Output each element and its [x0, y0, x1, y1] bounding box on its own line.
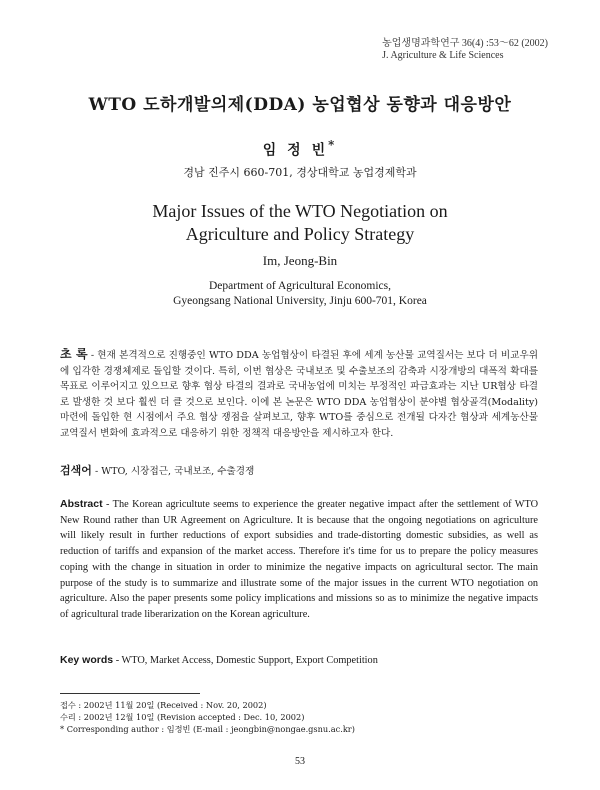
english-abstract-label: Abstract [60, 498, 103, 510]
footnotes [60, 699, 355, 736]
author-mark: * [328, 138, 338, 152]
footnote-rule [60, 693, 200, 694]
korean-keywords [60, 462, 254, 478]
korean-author [0, 138, 600, 160]
korean-abstract-text: - 현재 본격적으로 진행중인 WTO DDA 농업협상이 타결된 후에 세계 농산물 교역질서는 보다 더 비교우위에 입각한 경쟁체제로 돌입할 것이다. 특히, 이번 협상은 국내보조 및 수출보조의 감축과 시장개방의 대폭적 확대를 목표로 이루어지고 있으므로 향후 협상 타결의 결과로 국내농업에 미치는 부정적인 파급효과는 지난 UR협상 타결로 발생한 것 보다 훨씬 더 클 것으로 보인다. 이에 본 논문은 WTO DDA 농업협상이 분야별 협상골격(Modality)마련에 돌입한 현 시점에서 주요 협상 쟁점을 살펴보고, 향후 WTO를 중심으로 전개될 다자간 협상과 세계농산물 교역질서 변화에 효과적으로 대응하기 위한 정책적 대응방안을 제시하고자 한다. [60, 350, 538, 439]
english-abstract [60, 497, 538, 623]
journal-name: J. Agriculture & Life Sciences [382, 50, 504, 61]
english-affiliation [0, 279, 600, 309]
footnote-received: 접수 : 2002년 11월 20일 (Received : Nov. 20, 2002) [60, 700, 267, 710]
footnote-accepted: 수리 : 2002년 12월 10일 (Revision accepted : Dec. 10, 2002) [60, 712, 305, 723]
footnote-corresponding: * Corresponding author : 임정빈 (E-mail : jeongbin@nongae.gsnu.ac.kr) [60, 724, 355, 735]
korean-title: WTO 도하개발의제(DDA) 농업협상 동향과 대응방안 [88, 95, 512, 115]
korean-abstract [60, 347, 538, 442]
page-number: 53 [295, 756, 305, 767]
english-keywords-text: - WTO, Market Access, Domestic Support, Export Competition [115, 655, 378, 666]
korean-abstract-label: 초 록 [60, 347, 88, 361]
english-affil-line2: Gyeongsang National University, Jinju 600-701, Korea [173, 295, 427, 307]
english-author: Im, Jeong-Bin [262, 253, 338, 268]
english-affil-line1: Department of Agricultural Economics, [208, 280, 392, 292]
korean-keywords-label: 검색어 [60, 464, 92, 477]
english-title-line2: Agriculture and Policy Strategy [185, 224, 415, 244]
journal-header [382, 38, 548, 62]
journal-citation: 농업생명과학연구 36(4) :53～62 (2002) [382, 38, 548, 49]
english-keywords [60, 654, 378, 666]
english-keywords-label: Key words [60, 654, 114, 666]
english-title-line1: Major Issues of the WTO Negotiation on [152, 201, 448, 221]
english-title [0, 200, 600, 246]
english-abstract-text: - The Korean agricultute seems to experience the greater negative impact after the settlement of WTO New Round rather than UR Agreement on Agriculture. It is because that the ongoing negotiations on agriculture will likely result in further reductions of export subsidies and trade-distorting domestic subsidies, as well as reduction of tariffs and expansion of the market access. Therefore it's time for us to prepare the policy measures coping with the change in situation in order to minimize the negative impacts on agricultural sector. The main purpose of the study is to summarize and illustrate some of the major issues in the current WTO negotiation on agriculture. Also the paper presents some policy implications and missions so as to minimize the negative impacts of agricultural trade liberarization on the Korean agriculture. [60, 499, 539, 620]
korean-author-name: 임 정 빈 [262, 142, 329, 159]
korean-keywords-text: - WTO, 시장접근, 국내보조, 수출경쟁 [94, 466, 255, 477]
korean-affiliation: 경남 진주시 660-701, 경상대학교 농업경제학과 [183, 166, 417, 179]
